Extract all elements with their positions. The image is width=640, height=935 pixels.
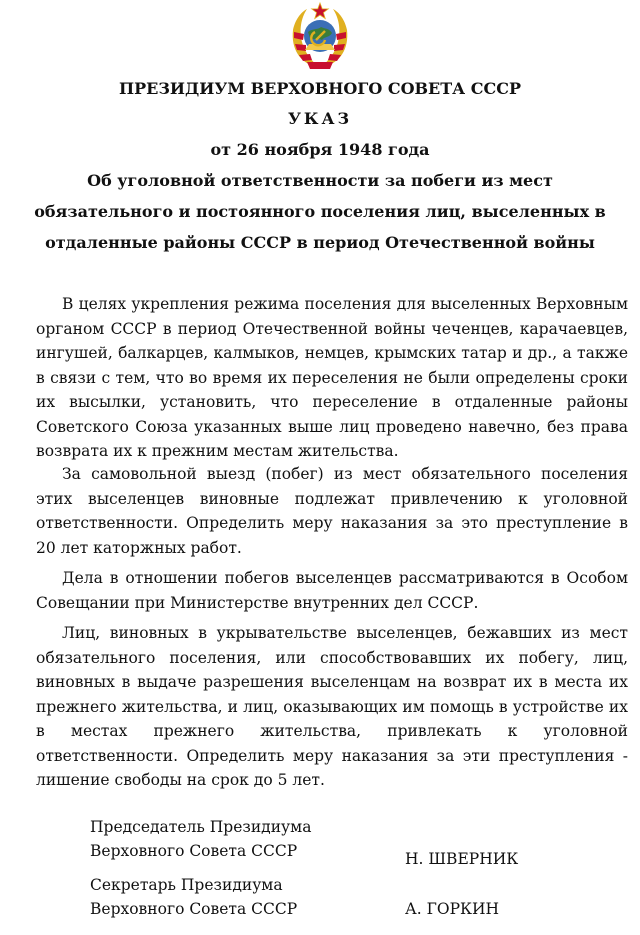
body-paragraph: Дела в отношении побегов выселенцев рассматриваются в Особом Совещании при Министерстве внутренних дел СССР. [36, 569, 628, 612]
chairman-name: Н. ШВЕРНИК [405, 850, 519, 868]
body-paragraph: В целях укрепления режима поселения для выселенных Верховным органом СССР в период Отечественной войны чеченцев, карачаевцев, ингушей, балкарцев, калмыков, немцев, крымских татар и др., а также в связи с тем, что во время их переселения не были определены сроки их высылки, установить, что переселение в отдаленные районы Советского Союза указанных выше лиц проведено навечно, без права возврата их к прежним местам жительства. [36, 295, 628, 460]
ussr-coat-of-arms-icon [285, 2, 355, 72]
secretary-name: А. ГОРКИН [405, 900, 500, 918]
secretary-title-line: Секретарь Президиума [90, 876, 283, 894]
document-date: от 26 ноября 1948 года [210, 140, 430, 159]
body-paragraph: Лиц, виновных в укрывательстве выселенцев, бежавших из мест обязательного поселения, или способствовавших их побегу, лиц, виновных в выдаче разрешения выселенцам на возврат их в места их прежнего жительства, и лиц, оказывающих им помощь в устройстве их в местах прежнего жительства, привлекать к уголовной ответственности. Определить меру наказания за эти преступления - лишение свободы на срок до 5 лет. [36, 624, 628, 789]
document-type-heading: УКАЗ [287, 109, 353, 128]
body-paragraph: За самовольной выезд (побег) из мест обязательного поселения этих выселенцев виновные подлежат привлечению к уголовной ответственности. Определить меру наказания за это преступление в 20 лет каторжных работ. [36, 465, 628, 557]
document-title: Об уголовной ответственности за побеги из мест обязательного и постоянного поселения лиц, выселенных в отдаленные районы СССР в период Отечественной войны [34, 171, 606, 252]
chairman-title-line: Председатель Президиума [90, 818, 312, 836]
chairman-title-line: Верховного Совета СССР [90, 842, 298, 860]
organization-heading: ПРЕЗИДИУМ ВЕРХОВНОГО СОВЕТА СССР [119, 79, 521, 98]
secretary-title-line: Верховного Совета СССР [90, 900, 298, 918]
